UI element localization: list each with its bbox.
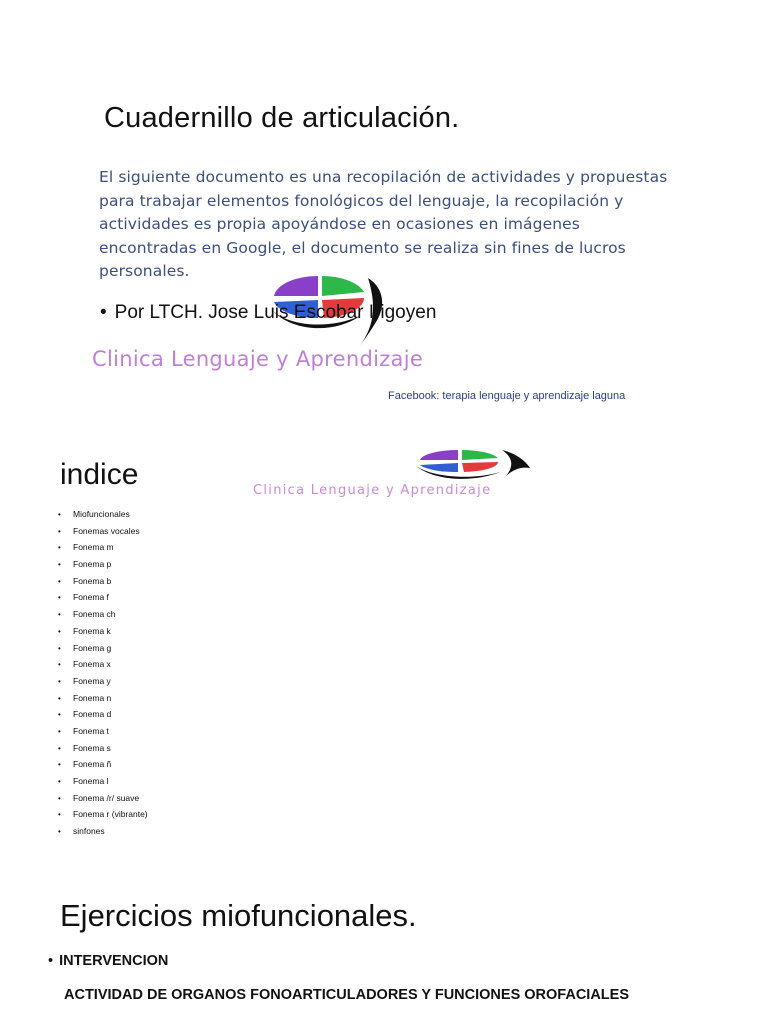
intervention-line bbox=[48, 953, 168, 969]
index-list bbox=[58, 506, 148, 840]
list-item: • Fonema y bbox=[58, 675, 111, 686]
author-name: Por LTCH. Jose Luis Escobar Irigoyen bbox=[114, 302, 437, 323]
list-item: • Fonema r (vibrante) bbox=[58, 809, 148, 820]
list-item: • Fonema b bbox=[58, 575, 112, 586]
intro-paragraph: El siguiente documento es una recopilación de actividades y propuestas para trabajar elementos fonológicos del lenguaje, la recopilación y actividades es propia apoyándose en ocasiones en imágenes encontradas en Google, el documento se realiza sin fines de lucros personales. bbox=[99, 168, 668, 280]
list-item: • Fonema ch bbox=[58, 609, 116, 620]
document-title: Cuadernillo de articulación. bbox=[104, 102, 460, 134]
list-item: • Fonema d bbox=[58, 709, 112, 720]
author-bullet: • bbox=[100, 302, 107, 323]
list-item: • Fonema g bbox=[58, 642, 112, 653]
list-item: • sinfones bbox=[58, 826, 105, 837]
list-item: • Fonema f bbox=[58, 592, 109, 603]
list-item: • Fonema k bbox=[58, 625, 111, 636]
list-item: • Fonema p bbox=[58, 559, 112, 570]
intervention-bullet: • bbox=[48, 953, 54, 969]
list-item: • Fonema t bbox=[58, 725, 109, 736]
list-item: • Fonema l bbox=[58, 776, 109, 786]
clinic-logo-small-icon bbox=[414, 446, 530, 482]
list-item: • Fonemas vocales bbox=[58, 525, 140, 536]
list-item: • Fonema /r/ suave bbox=[58, 792, 140, 803]
facebook-line: Facebook: terapia lenguaje y aprendizaje laguna bbox=[388, 390, 626, 402]
intervention-label: INTERVENCION bbox=[59, 953, 169, 969]
author-line bbox=[100, 302, 436, 324]
clinic-logo-small-text: Clinica Lenguaje y Aprendizaje bbox=[253, 483, 492, 498]
activity-line: ACTIVIDAD DE ORGANOS FONOARTICULADORES Y FUNCIONES OROFACIALES bbox=[64, 987, 629, 1003]
list-item: • Fonema x bbox=[58, 659, 111, 670]
list-item: • Fonema s bbox=[58, 742, 111, 753]
list-item: • Fonema n bbox=[58, 692, 112, 703]
clinic-logo-text: Clinica Lenguaje y Aprendizaje bbox=[92, 347, 424, 371]
section-heading: Ejercicios miofuncionales. bbox=[60, 898, 417, 933]
list-item: • Fonema ñ bbox=[58, 759, 112, 770]
index-heading: indice bbox=[60, 458, 139, 491]
list-item: • Miofuncionales bbox=[58, 509, 130, 519]
list-item: • Fonema m bbox=[58, 542, 114, 553]
